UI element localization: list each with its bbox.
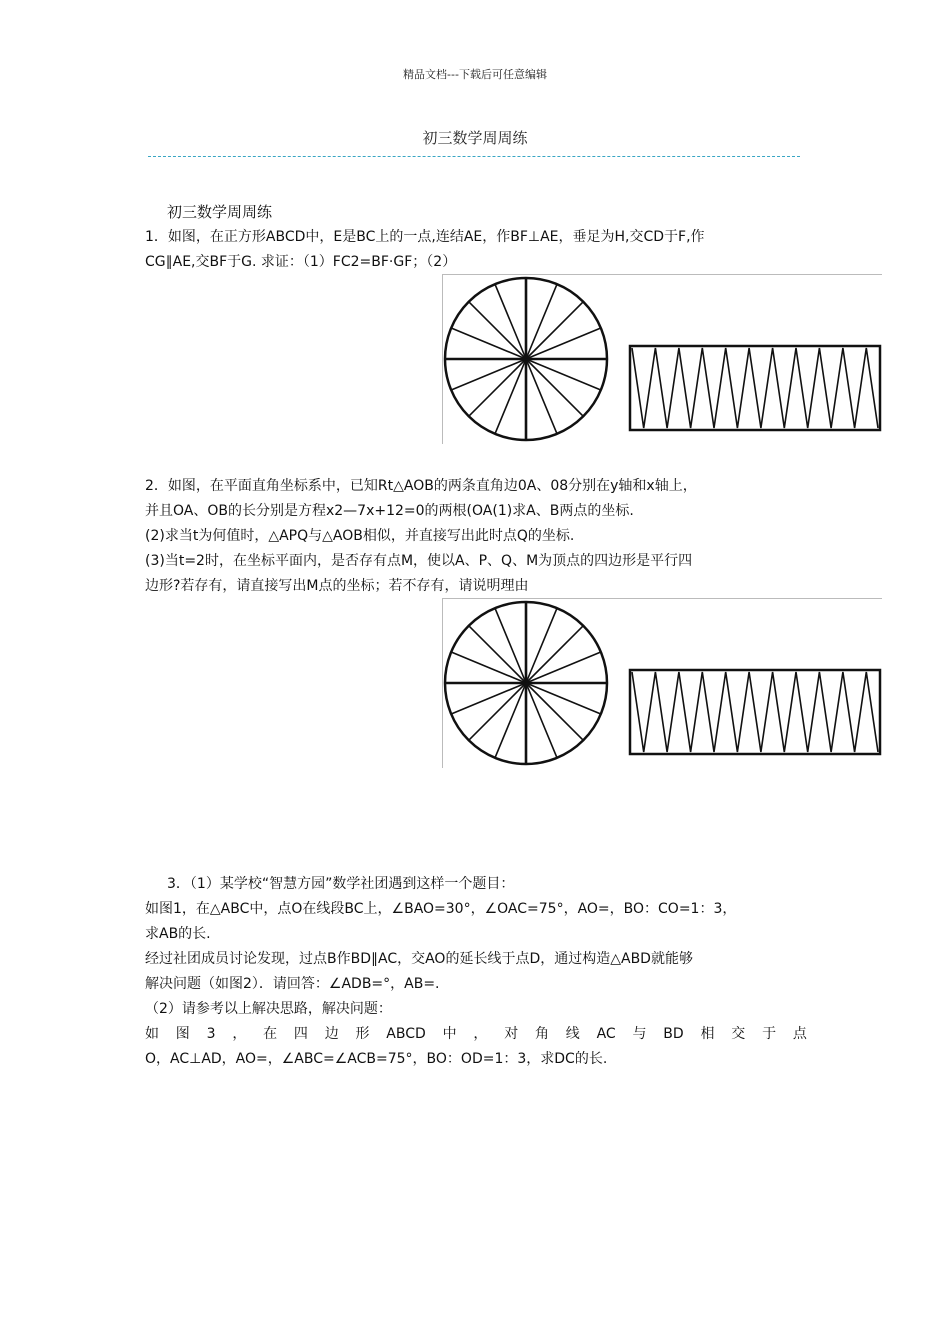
q3-line-7-word: AC <box>596 1026 616 1042</box>
q3-line-7 <box>145 1024 807 1044</box>
q2-line-1: 2．如图，在平面直角坐标系中，已知Rt△AOB的两条直角边0A、08分别在y轴和x轴上， <box>145 478 697 494</box>
q3-line-7-word: 形 <box>355 1026 370 1042</box>
q2-line-2: 并且OA、OB的长分别是方程x2—7x+12=0的两根(OA(1)求A、B两点的坐标. <box>145 503 634 519</box>
q3-line-7-word: 边 <box>324 1026 339 1042</box>
circle-spoke <box>526 359 583 416</box>
q3-line-7-word: 3 <box>206 1026 216 1042</box>
q3-line-2: 如图1，在△ABC中，点O在线段BC上，∠BAO=30°，∠OAC=75°，AO=，BO：CO=1：3， <box>145 901 737 917</box>
figure-1 <box>442 274 882 444</box>
q3-line-7-word: 对 <box>504 1026 519 1042</box>
q3-line-1: 3．（1）某学校“智慧方园”数学社团遇到这样一个题目： <box>167 876 515 892</box>
q3-line-7-word: 交 <box>731 1026 746 1042</box>
q3-line-4: 经过社团成员讨论发现，过点B作BD∥AC，交AO的延长线于点D，通过构造△ABD就能够 <box>145 951 693 967</box>
q2-line-5: 边形?若存有，请直接写出M点的坐标；若不存有，请说明理由 <box>145 578 529 594</box>
q3-line-7-word: 相 <box>700 1026 715 1042</box>
q3-line-7-word: 如 <box>145 1026 159 1042</box>
q3-line-7-word: 于 <box>762 1026 777 1042</box>
q2-line-3: (2)求当t为何值时，△APQ与△AOB相似，并直接写出此时点Q的坐标. <box>145 528 575 544</box>
q3-line-7-word: 四 <box>293 1026 308 1042</box>
figure-2-drawing <box>442 598 882 768</box>
q2-line-4: (3)当t=2时，在坐标平面内，是否存有点M，使以A、P、Q、M为顶点的四边形是平行四 <box>145 553 693 569</box>
zigzag-line <box>632 672 878 752</box>
circle-spoke <box>469 683 526 740</box>
circle-spoke <box>469 302 526 359</box>
q3-line-3: 求AB的长. <box>145 926 211 942</box>
q3-line-7-word: ABCD <box>386 1026 426 1042</box>
title-divider <box>148 156 800 157</box>
circle-spoke <box>526 302 583 359</box>
figure-1-drawing <box>442 274 882 444</box>
page-header: 精品文档---下载后可任意编辑 <box>403 68 547 81</box>
q3-line-7-word: 在 <box>263 1026 278 1042</box>
q3-line-7-word: 角 <box>534 1026 549 1042</box>
q1-line-2: CG∥AE,交BF于G. 求证：（1）FC2=BF·GF；（2） <box>145 254 457 270</box>
q3-line-7-word: ， <box>232 1026 247 1042</box>
q3-line-7-word: 线 <box>565 1026 580 1042</box>
q3-line-6: （2）请参考以上解决思路，解决问题： <box>145 1001 392 1017</box>
q3-line-7-word: 中 <box>442 1026 457 1042</box>
q3-line-8: O，AC⊥AD，AO=，∠ABC=∠ACB=75°，BO：OD=1：3，求DC的长. <box>145 1051 608 1067</box>
q3-line-7-word: 图 <box>175 1026 190 1042</box>
q3-line-5: 解决问题（如图2）．请回答：∠ADB=°，AB=. <box>145 976 440 992</box>
circle-spoke <box>469 359 526 416</box>
circle-spoke <box>469 626 526 683</box>
q1-line-1: 1．如图，在正方形ABCD中，E是BC上的一点,连结AE，作BF⊥AE，垂足为H,交CD于F,作 <box>145 229 705 245</box>
circle-spoke <box>526 683 583 740</box>
circle-spoke <box>526 626 583 683</box>
q3-line-7-word: 与 <box>632 1026 647 1042</box>
zigzag-line <box>632 348 878 428</box>
q3-line-7-word: 点 <box>792 1026 807 1042</box>
figure-2 <box>442 598 882 768</box>
section-title: 初三数学周周练 <box>167 203 273 221</box>
q3-line-7-word: ， <box>473 1026 488 1042</box>
q3-line-7-word: BD <box>663 1026 684 1042</box>
document-title: 初三数学周周练 <box>422 129 528 147</box>
